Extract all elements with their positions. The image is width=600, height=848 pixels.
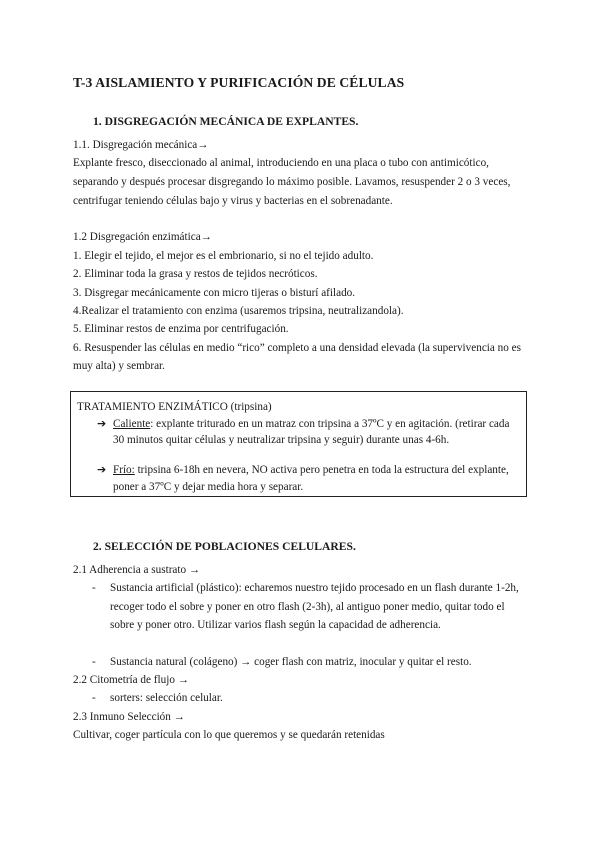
list-item: 3. Disgregar mecánicamente con micro tijeras o bisturí afilado.: [73, 287, 356, 299]
bullet-line: sorters: selección celular.: [110, 692, 223, 704]
section-1-heading: 1. DISGREGACIÓN MECÁNICA DE EXPLANTES.: [93, 115, 359, 128]
paragraph-line: Explante fresco, diseccionado al animal, introduciendo en una placa o tubo con antimicótico,: [73, 157, 489, 169]
subsection-2-1-title: 2.1 Adherencia a sustrato →: [73, 564, 201, 576]
dash-bullet: -: [92, 692, 96, 704]
bullet-line: Sustancia artificial (plástico): echaremos nuestro tejido procesado en un flash durante 1-2h,: [110, 582, 519, 594]
section-2-heading: 2. SELECCIÓN DE POBLACIONES CELULARES.: [93, 540, 356, 553]
box-item-frio: [113, 463, 509, 477]
list-item: 2. Eliminar toda la grasa y restos de tejidos necróticos.: [73, 268, 318, 280]
subsection-2-2-title: 2.2 Citometría de flujo →: [73, 674, 189, 686]
dash-bullet: -: [92, 656, 96, 668]
bullet-line: sobre y poner otro. Utilizar varios flash según la capacidad de adherencia.: [110, 619, 441, 631]
list-item: 4.Realizar el tratamiento con enzima (usaremos tripsina, neutralizandola).: [73, 305, 404, 317]
item-text: tripsina 6-18h en nevera, NO activa pero penetra en toda la estructura del explante,: [134, 464, 509, 476]
box-item-line: 30 minutos quitar células y neutralizar tripsina y seguir) durante unas 4-6h.: [113, 434, 450, 446]
list-item: muy alta) y sembrar.: [73, 360, 165, 372]
subsection-1-1-title: 1.1. Disgregación mecánica→: [73, 139, 209, 151]
paragraph-line: separando y después procesar disgregando lo máximo posible. Lavamos, resuspender 2 o 3 veces,: [73, 176, 511, 188]
item-label-frio: Frío:: [113, 464, 135, 476]
list-item: 1. Elegir el tejido, el mejor es el embrionario, si no el tejido adulto.: [73, 250, 374, 262]
bullet-line: Sustancia natural (colágeno) → coger flash con matriz, inocular y quitar el resto.: [110, 656, 472, 668]
list-item: 6. Resuspender las células en medio “rico” completo a una densidad elevada (la supervivencia no es: [73, 342, 521, 354]
arrow-bullet-icon: ➔: [97, 463, 107, 476]
arrow-bullet-icon: ➔: [97, 417, 107, 430]
item-label-caliente: Caliente: [113, 418, 151, 430]
paragraph-line: Cultivar, coger partícula con lo que queremos y se quedarán retenidas: [73, 729, 385, 741]
paragraph-line: centrifugar teniendo células bajo y virus y bacterias en el sobrenadante.: [73, 195, 393, 207]
list-item: 5. Eliminar restos de enzima por centrifugación.: [73, 323, 289, 335]
bullet-line: recoger todo el sobre y poner en otro flash (2-3h), al antiguo poner medio, quitar todo el: [110, 601, 505, 613]
subsection-1-2-title: 1.2 Disgregación enzimática→: [73, 231, 212, 243]
item-text: : explante triturado en un matraz con tripsina a 37ºC y en agitación. (retirar cada: [150, 418, 510, 430]
dash-bullet: -: [92, 582, 96, 594]
box-item-caliente: [113, 417, 509, 431]
document-title: T-3 AISLAMIENTO Y PURIFICACIÓN DE CÉLULAS: [73, 75, 405, 90]
box-title: TRATAMIENTO ENZIMÁTICO (tripsina): [77, 401, 272, 413]
subsection-2-3-title: 2.3 Inmuno Selección →: [73, 711, 185, 723]
box-item-line: poner a 37ºC y dejar media hora y separar.: [113, 481, 304, 493]
